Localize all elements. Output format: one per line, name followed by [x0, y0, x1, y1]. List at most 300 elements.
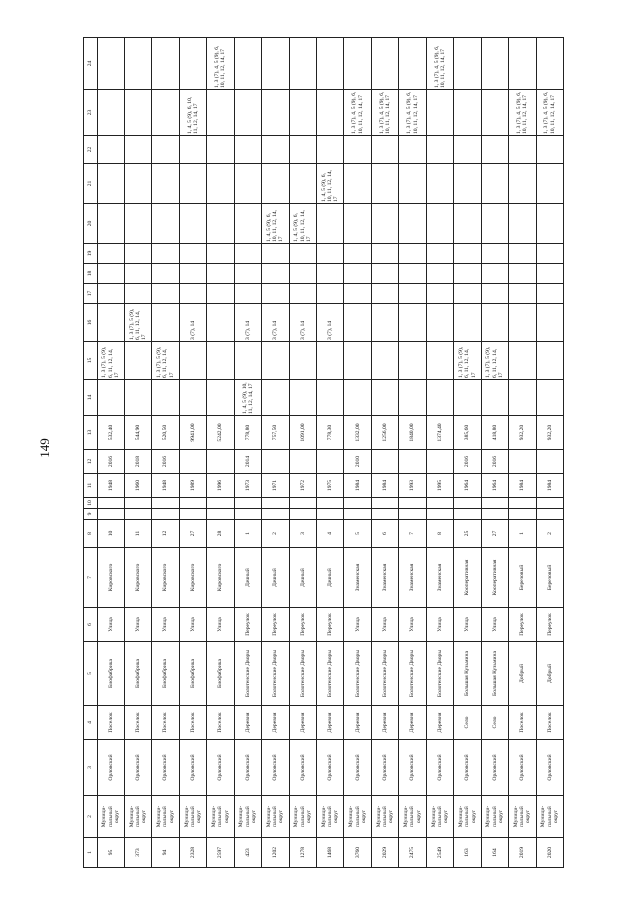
table-cell [371, 284, 398, 304]
table-cell [317, 204, 344, 244]
table-cell [179, 284, 206, 304]
table-row [426, 38, 453, 868]
table-cell: Деревня [317, 706, 344, 740]
table-cell [399, 450, 426, 474]
table-cell [179, 38, 206, 90]
table-cell: Улица [124, 608, 151, 642]
table-cell [344, 342, 371, 380]
table-cell [289, 38, 316, 90]
table-cell: Кировского [97, 548, 124, 608]
table-cell [426, 90, 453, 136]
table-cell [371, 342, 398, 380]
table-cell [262, 342, 289, 380]
table-cell: Орловский [179, 740, 206, 796]
table-row [481, 38, 508, 868]
table-cell [124, 509, 151, 520]
table-cell: 778,80 [234, 416, 261, 450]
table-cell: Муници- пальный округ [234, 796, 261, 838]
table-cell: 1 [509, 520, 536, 548]
table-cell [344, 244, 371, 264]
table-cell: Орловский [152, 740, 179, 796]
table-cell: Орловский [97, 740, 124, 796]
table-cell: Муници- пальный округ [536, 796, 564, 838]
table-cell: 27 [179, 520, 206, 548]
table-cell [234, 509, 261, 520]
table-cell [152, 509, 179, 520]
table-cell [207, 450, 234, 474]
table-cell: Улица [481, 608, 508, 642]
table-cell: Дачный [289, 548, 316, 608]
table-cell [344, 204, 371, 244]
table-cell [481, 284, 508, 304]
table-cell [152, 136, 179, 164]
table-cell [234, 244, 261, 264]
table-cell: Орловский [454, 740, 481, 796]
table-cell [536, 38, 564, 90]
column-number-16: 16 [84, 304, 98, 342]
table-cell: Знаменская [371, 548, 398, 608]
table-cell [344, 498, 371, 509]
table-cell [179, 450, 206, 474]
table-cell: 1, 3 (7), 4, 5 (9), 6, 10, 11, 12, 14, 17 [536, 90, 564, 136]
table-cell: Муници- пальный округ [481, 796, 508, 838]
table-cell [509, 264, 536, 284]
table-cell: Муници- пальный округ [179, 796, 206, 838]
table-cell [399, 304, 426, 342]
table-cell [234, 498, 261, 509]
table-cell [481, 164, 508, 204]
table-row [124, 38, 151, 868]
table-cell [399, 264, 426, 284]
table-cell [152, 90, 179, 136]
table-cell [536, 380, 564, 416]
table-cell: 8 [426, 520, 453, 548]
table-cell: Поселок [207, 706, 234, 740]
table-cell: 1984 [509, 474, 536, 498]
table-cell: 1, 4, 5 (9), 10, 11, 12, 14, 17 [234, 380, 261, 416]
table-cell [399, 342, 426, 380]
column-number-22: 22 [84, 136, 98, 164]
table-row [179, 38, 206, 868]
column-number-20: 20 [84, 204, 98, 244]
table-cell: Орловский [509, 740, 536, 796]
building-table [83, 37, 564, 868]
table-row [289, 38, 316, 868]
table-cell [426, 450, 453, 474]
table-cell [509, 450, 536, 474]
table-cell: 1, 3 (7), 5 (9), 6, 11, 12, 14, 17 [454, 342, 481, 380]
table-cell [454, 164, 481, 204]
table-cell [97, 90, 124, 136]
table-cell: Орловский [124, 740, 151, 796]
table-cell: 1468 [317, 838, 344, 868]
table-cell: Орловский [344, 740, 371, 796]
table-cell [262, 284, 289, 304]
table-cell: 1374,40 [426, 416, 453, 450]
table-cell [207, 264, 234, 284]
table-cell: 2010 [344, 450, 371, 474]
table-cell [152, 164, 179, 204]
table-cell [207, 342, 234, 380]
table-cell: 778,30 [317, 416, 344, 450]
table-cell [481, 498, 508, 509]
table-row [97, 38, 124, 868]
table-cell [97, 38, 124, 90]
table-cell: 1973 [234, 474, 261, 498]
table-cell: Улица [426, 608, 453, 642]
table-cell [426, 284, 453, 304]
column-number-14: 14 [84, 380, 98, 416]
table-cell [289, 90, 316, 136]
table-cell: 95 [97, 838, 124, 868]
table-cell: Деревня [262, 706, 289, 740]
table-cell: 1964 [481, 474, 508, 498]
table-cell [124, 164, 151, 204]
table-cell: 2597 [207, 838, 234, 868]
table-cell: 1989 [179, 474, 206, 498]
table-cell [344, 284, 371, 304]
table-cell [371, 498, 398, 509]
table-cell [399, 164, 426, 204]
table-cell [536, 498, 564, 509]
table-cell: Кировского [124, 548, 151, 608]
table-cell [97, 509, 124, 520]
column-number-24: 24 [84, 38, 98, 90]
table-cell [124, 380, 151, 416]
table-cell [234, 90, 261, 136]
table-cell [344, 304, 371, 342]
table-cell: 1, 3 (7), 4, 5 (9), 6, 10, 11, 12, 14, 17 [426, 38, 453, 90]
table-cell: Орловский [371, 740, 398, 796]
table-cell: Орловский [399, 740, 426, 796]
table-cell: Улица [344, 608, 371, 642]
table-cell [371, 450, 398, 474]
table-cell: 1, 3 (7), 4, 5 (9), 6, 10, 11, 12, 14, 17 [509, 90, 536, 136]
table-cell: 1256,00 [371, 416, 398, 450]
table-cell: 1996 [207, 474, 234, 498]
table-cell: Деревня [371, 706, 398, 740]
table-cell [207, 498, 234, 509]
table-cell: 27 [481, 520, 508, 548]
table-cell [97, 284, 124, 304]
table-cell [317, 38, 344, 90]
table-cell: 2016 [152, 450, 179, 474]
table-cell: 1, 4, 5 (9), 6, 10, 11, 12, 14, 17 [317, 164, 344, 204]
table-cell: Муници- пальный округ [317, 796, 344, 838]
table-cell: Деревня [234, 706, 261, 740]
table-cell [344, 380, 371, 416]
table-cell [536, 509, 564, 520]
table-cell: Улица [97, 608, 124, 642]
table-cell: 11 [124, 520, 151, 548]
table-cell: Большая Кузьмина [454, 642, 481, 706]
table-cell: Кировского [207, 548, 234, 608]
table-cell: Кооперативная [454, 548, 481, 608]
table-cell: Орловский [207, 740, 234, 796]
table-cell: 1, 4, 5 (9), 6, 10, 11, 12, 14, 17 [262, 204, 289, 244]
table-cell: Биофабрика [152, 642, 179, 706]
table-cell [317, 509, 344, 520]
column-number-19: 19 [84, 244, 98, 264]
table-cell: 1995 [426, 474, 453, 498]
table-cell [124, 38, 151, 90]
table-cell: Деревня [399, 706, 426, 740]
table-cell: 1, 3 (7), 5 (9), 6, 11, 12, 14, 17 [97, 342, 124, 380]
table-cell [262, 164, 289, 204]
table-cell [234, 204, 261, 244]
column-number-4: 4 [84, 706, 98, 740]
page-number: 149 [37, 438, 52, 458]
table-cell [289, 136, 316, 164]
table-cell [509, 136, 536, 164]
table-cell [536, 264, 564, 284]
table-cell [234, 38, 261, 90]
table-cell: 12 [152, 520, 179, 548]
table-cell [536, 136, 564, 164]
table-cell [481, 380, 508, 416]
table-cell [371, 304, 398, 342]
table-cell: 25 [454, 520, 481, 548]
table-cell: Муници- пальный округ [152, 796, 179, 838]
table-cell [454, 304, 481, 342]
table-row [454, 38, 481, 868]
table-cell: Переулок [509, 608, 536, 642]
table-cell [317, 264, 344, 284]
table-cell: Дачный [262, 548, 289, 608]
table-cell [317, 284, 344, 304]
table-cell: Орловский [426, 740, 453, 796]
table-cell: 4 [317, 520, 344, 548]
table-cell [289, 164, 316, 204]
table-cell [97, 164, 124, 204]
table-cell [152, 304, 179, 342]
table-cell [317, 498, 344, 509]
table-cell: 1, 3 (7), 5 (9), 6, 11, 12, 14, 17 [481, 342, 508, 380]
column-number-6: 6 [84, 608, 98, 642]
table-cell: Поселок [124, 706, 151, 740]
table-cell: 2018 [124, 450, 151, 474]
table-cell [481, 90, 508, 136]
table-cell: Поселок [536, 706, 564, 740]
table-cell [317, 90, 344, 136]
table-cell: Кооперативная [481, 548, 508, 608]
table-cell [207, 90, 234, 136]
table-cell [454, 380, 481, 416]
table-cell [179, 264, 206, 284]
table-cell [262, 380, 289, 416]
table-cell: Муници- пальный округ [207, 796, 234, 838]
table-cell: 1948 [97, 474, 124, 498]
table-cell: 94 [152, 838, 179, 868]
table-cell: 1 [234, 520, 261, 548]
table-cell [426, 264, 453, 284]
table-cell [454, 498, 481, 509]
table-cell: Поселок [179, 706, 206, 740]
table-cell [454, 90, 481, 136]
table-cell: Орловский [317, 740, 344, 796]
table-cell: 2549 [426, 838, 453, 868]
table-cell: Село [454, 706, 481, 740]
table-cell [317, 136, 344, 164]
table-cell [509, 498, 536, 509]
table-cell: 2016 [454, 450, 481, 474]
table-cell [179, 498, 206, 509]
table-cell [509, 342, 536, 380]
table-cell: 3 (7), 14 [179, 304, 206, 342]
table-cell: Кировского [179, 548, 206, 608]
table-cell [179, 204, 206, 244]
table-cell [399, 498, 426, 509]
table-cell: Село [481, 706, 508, 740]
table-cell [371, 380, 398, 416]
table-cell: 5 [344, 520, 371, 548]
table-cell [289, 450, 316, 474]
table-cell: 3 [289, 520, 316, 548]
column-number-3: 3 [84, 740, 98, 796]
table-cell [344, 38, 371, 90]
table-cell: Деревня [426, 706, 453, 740]
table-cell [371, 244, 398, 264]
table-cell: 3 (7), 14 [234, 304, 261, 342]
column-number-15: 15 [84, 342, 98, 380]
table-cell [371, 204, 398, 244]
table-cell: Муници- пальный округ [371, 796, 398, 838]
table-cell [207, 136, 234, 164]
table-cell [426, 204, 453, 244]
table-cell: Переулок [234, 608, 261, 642]
table-header-row [84, 38, 98, 868]
table-cell [454, 204, 481, 244]
table-cell [152, 264, 179, 284]
table-cell [289, 498, 316, 509]
table-cell: Поселок [152, 706, 179, 740]
table-cell: 1984 [344, 474, 371, 498]
table-cell [152, 498, 179, 509]
table-cell: 1840,00 [399, 416, 426, 450]
table-cell [262, 136, 289, 164]
table-cell: 2016 [97, 450, 124, 474]
table-cell: Поселок [509, 706, 536, 740]
table-cell [207, 304, 234, 342]
table-cell: 520,50 [152, 416, 179, 450]
table-cell: Улица [454, 608, 481, 642]
table-cell [207, 509, 234, 520]
table-cell [207, 244, 234, 264]
table-cell: Муници- пальный округ [344, 796, 371, 838]
table-cell [97, 498, 124, 509]
table-cell [234, 164, 261, 204]
table-cell: Улица [207, 608, 234, 642]
table-cell: Болотенские Дворы [371, 642, 398, 706]
table-cell: Болотенские Дворы [344, 642, 371, 706]
table-cell: Болотенские Дворы [426, 642, 453, 706]
table-row [262, 38, 289, 868]
table-cell [289, 244, 316, 264]
table-cell [371, 509, 398, 520]
table-cell: Деревня [289, 706, 316, 740]
table-cell: 3 (7), 14 [262, 304, 289, 342]
table-cell: Муници- пальный округ [399, 796, 426, 838]
table-cell [509, 284, 536, 304]
table-cell [317, 380, 344, 416]
table-cell: 1993 [399, 474, 426, 498]
table-cell: Биофабрика [179, 642, 206, 706]
table-cell: 544,90 [124, 416, 151, 450]
table-cell [481, 204, 508, 244]
table-cell [426, 380, 453, 416]
table-cell: 932,20 [509, 416, 536, 450]
table-cell: 1971 [262, 474, 289, 498]
table-cell [124, 284, 151, 304]
table-cell [97, 244, 124, 264]
table-cell [454, 38, 481, 90]
table-cell [179, 380, 206, 416]
column-number-5: 5 [84, 642, 98, 706]
table-cell: 373 [124, 838, 151, 868]
table-cell: 7 [399, 520, 426, 548]
table-cell: Улица [179, 608, 206, 642]
table-cell: Знаменская [399, 548, 426, 608]
table-cell [509, 244, 536, 264]
table-cell: 2 [262, 520, 289, 548]
table-cell [262, 509, 289, 520]
table-cell: 3 (7), 14 [289, 304, 316, 342]
table-cell: 1, 4, 5 (9), 6, 10, 11, 12, 14, 17 [289, 204, 316, 244]
table-cell [371, 264, 398, 284]
table-cell [426, 304, 453, 342]
table-cell [207, 204, 234, 244]
table-cell: 423 [234, 838, 261, 868]
table-cell [426, 136, 453, 164]
table-row [317, 38, 344, 868]
table-cell [509, 509, 536, 520]
table-cell [371, 38, 398, 90]
table-cell [371, 164, 398, 204]
table-cell [207, 164, 234, 204]
table-cell: Знаменская [426, 548, 453, 608]
table-cell: 2328 [179, 838, 206, 868]
table-cell: 932,20 [536, 416, 564, 450]
table-cell: Муници- пальный округ [426, 796, 453, 838]
table-cell [289, 342, 316, 380]
table-cell [344, 136, 371, 164]
table-cell [344, 164, 371, 204]
table-cell: 418,80 [481, 416, 508, 450]
table-cell [317, 342, 344, 380]
table-cell [234, 136, 261, 164]
table-cell: 2 [536, 520, 564, 548]
table-cell [399, 244, 426, 264]
table-cell [317, 450, 344, 474]
table-row [371, 38, 398, 868]
table-cell: 2016 [481, 450, 508, 474]
table-frame [83, 38, 564, 868]
table-cell [481, 264, 508, 284]
table-cell [481, 509, 508, 520]
table-cell: Кировского [152, 548, 179, 608]
table-cell: Улица [371, 608, 398, 642]
table-cell: Улица [399, 608, 426, 642]
table-cell [399, 380, 426, 416]
table-cell [124, 136, 151, 164]
table-cell: 1975 [317, 474, 344, 498]
table-cell [179, 509, 206, 520]
table-row [536, 38, 564, 868]
table-cell: Улица [152, 608, 179, 642]
table-cell: 2475 [399, 838, 426, 868]
table-cell: 164 [481, 838, 508, 868]
table-cell [536, 450, 564, 474]
